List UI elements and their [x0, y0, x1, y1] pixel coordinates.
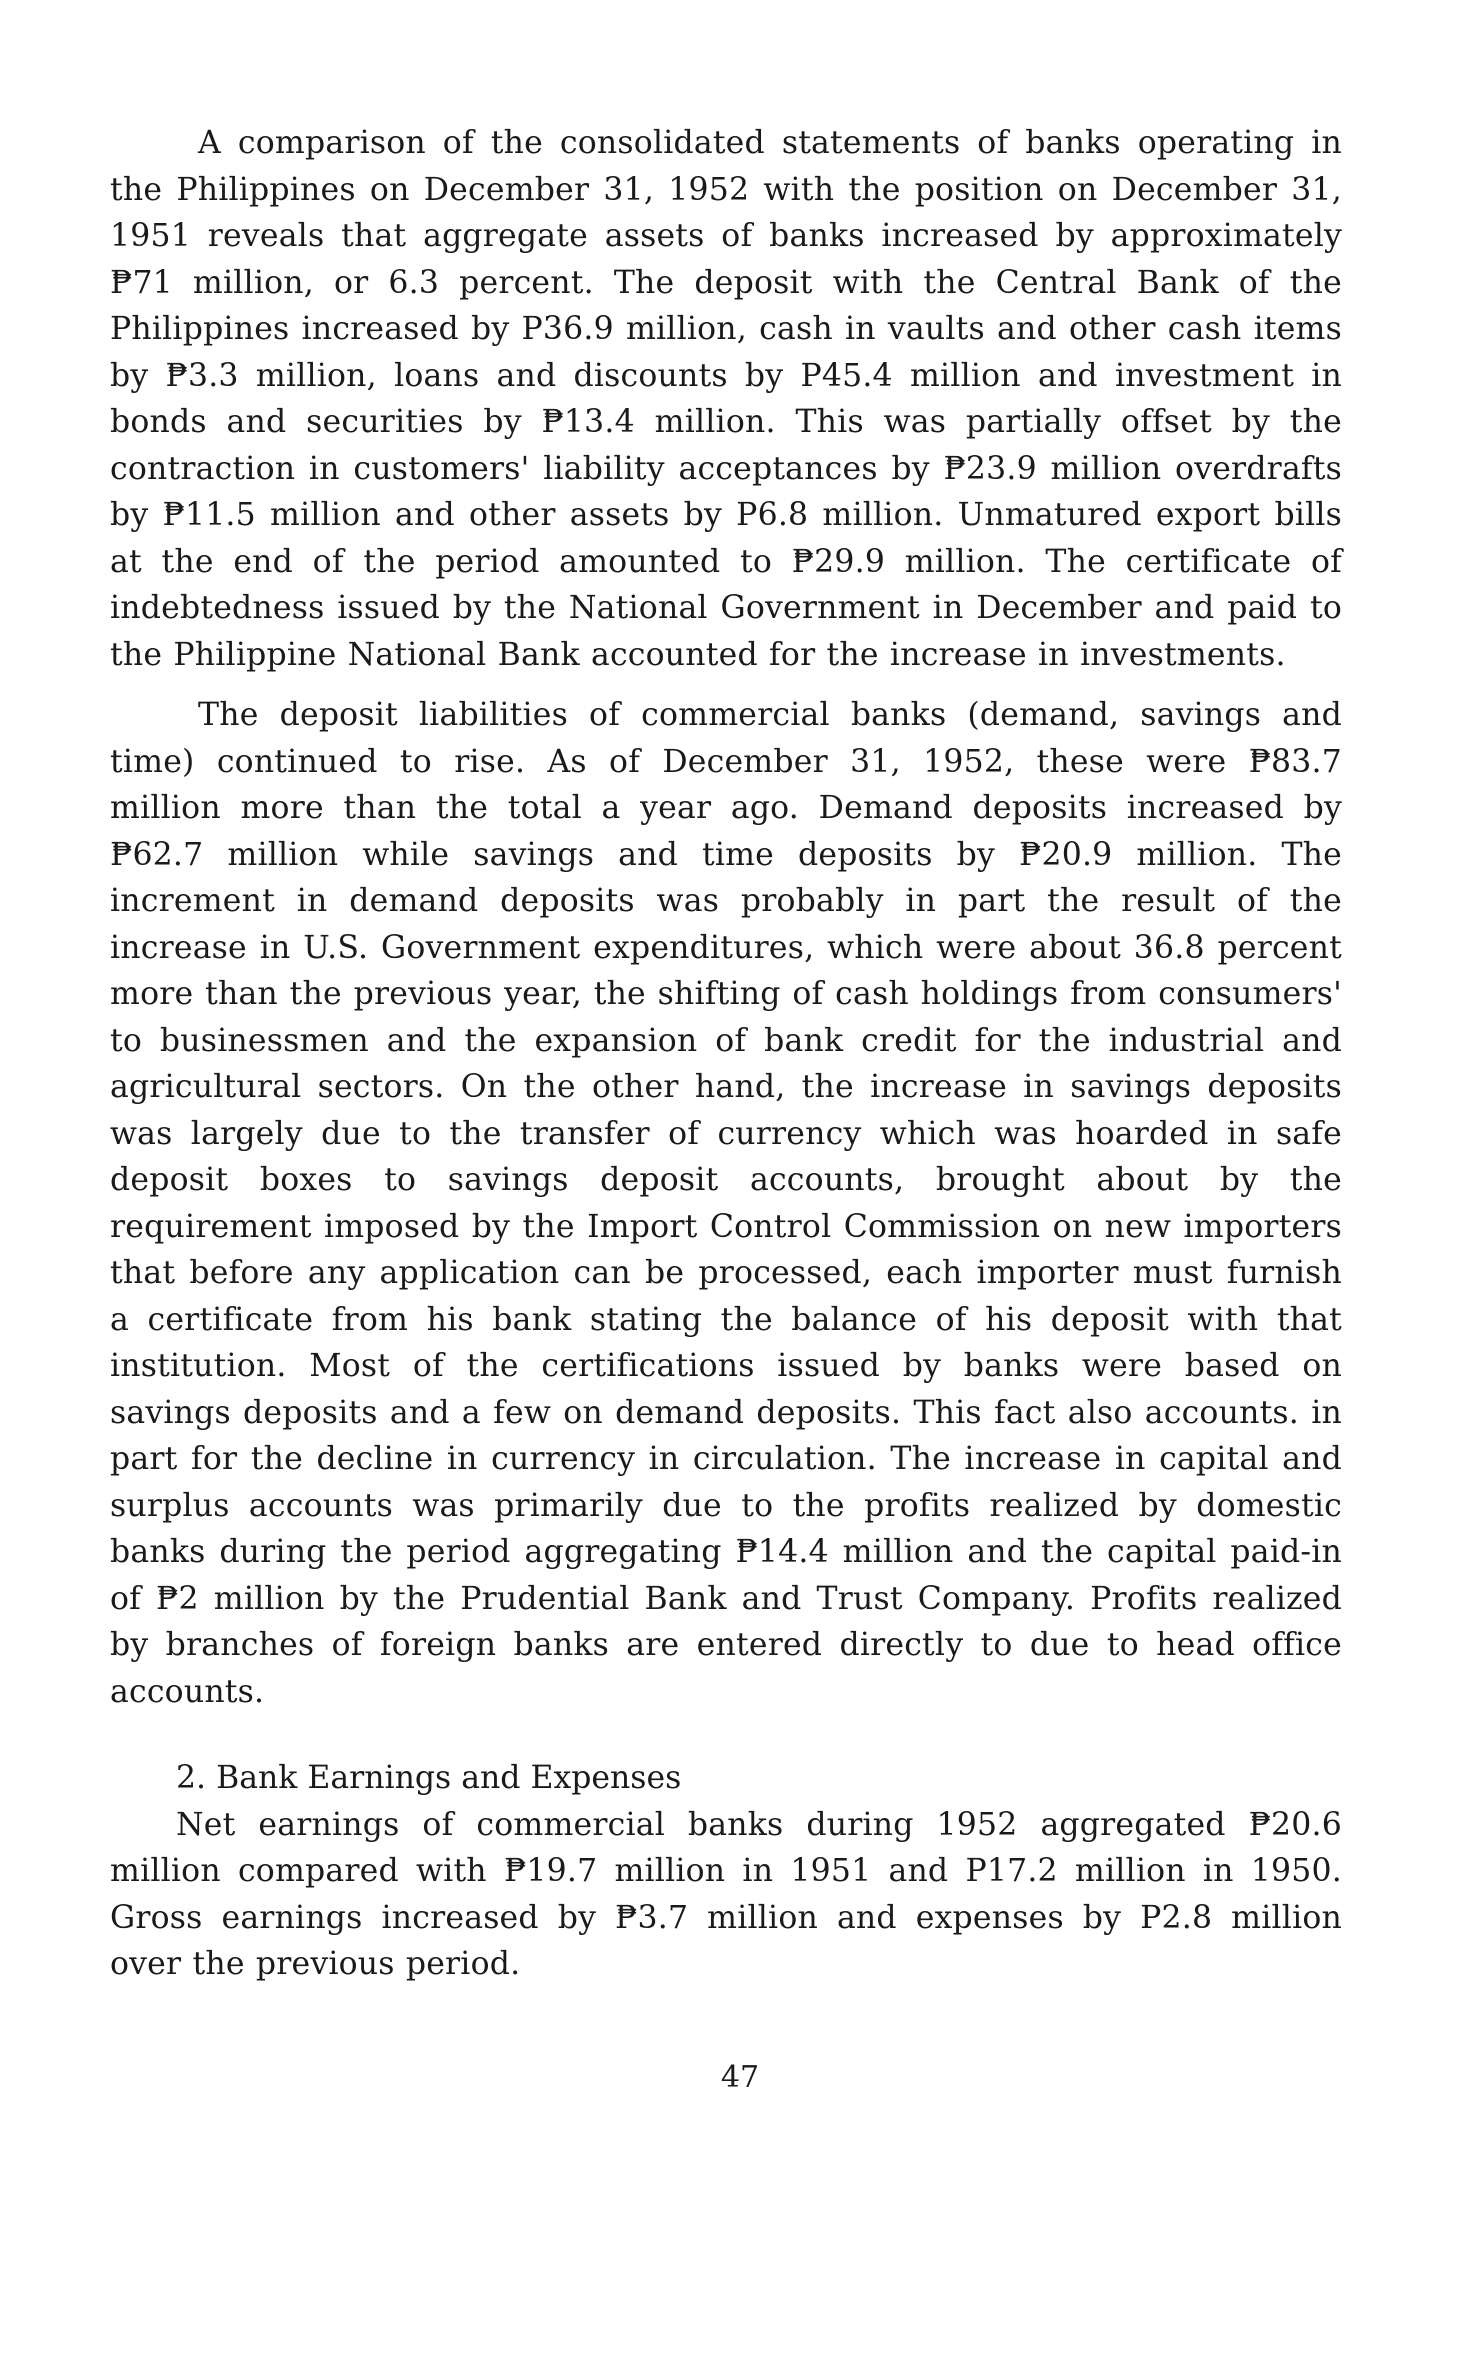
paragraph-net-earnings: Net earnings of commercial banks during 1952 aggregated ₱20.6 million compared with ₱19.7 million in 1951 and P17.2 million in 1950. Gross earnings increased by ₱3.7 million and expenses by P2.8 million over the previous period.: [110, 1806, 1342, 1982]
paragraph-consolidated-statements: A comparison of the consolidated statements of banks operating in the Philippines on December 31, 1952 with the position on December 31, 1951 reveals that aggregate assets of banks increased by approximately ₱71 million, or 6.3 percent. The deposit with the Central Bank of the Philippines increased by P36.9 million, cash in vaults and other cash items by ₱3.3 million, loans and discounts by P45.4 million and investment in bonds and securities by ₱13.4 million. This was partially offset by the contraction in customers' liability acceptances by ₱23.9 million overdrafts by ₱11.5 million and other assets by P6.8 million. Unmatured export bills at the end of the period amounted to ₱29.9 million. The certificate of indebtedness issued by the National Government in December and paid to the Philippine National Bank accounted for the increase in investments.: [110, 125, 1342, 673]
page-body: [110, 120, 1342, 1988]
page-number: 47: [720, 2060, 760, 2095]
section-heading: 2. Bank Earnings and Expenses: [176, 1760, 682, 1796]
paragraph-deposit-liabilities: The deposit liabilities of commercial banks (demand, savings and time) continued to rise. As of December 31, 1952, these were ₱83.7 million more than the total a year ago. Demand deposits increased by ₱62.7 million while savings and time deposits by ₱20.9 million. The increment in demand deposits was probably in part the result of the increase in U.S. Government expenditures, which were about 36.8 percent more than the previous year, the shifting of cash holdings from consumers' to businessmen and the expansion of bank credit for the industrial and agricultural sectors. On the other hand, the increase in savings deposits was largely due to the transfer of currency which was hoarded in safe deposit boxes to savings deposit accounts, brought about by the requirement imposed by the Import Control Commission on new importers that before any application can be processed, each importer must furnish a certificate from his bank stating the balance of his deposit with that institution. Most of the certifications issued by banks were based on savings deposits and a few on demand deposits. This fact also accounts. in part for the decline in currency in circulation. The increase in capital and surplus accounts was primarily due to the profits realized by domestic banks during the period aggregating ₱14.4 million and the capital paid-in of ₱2 million by the Prudential Bank and Trust Company. Profits realized by branches of foreign banks are entered directly to due to head office accounts.: [110, 697, 1342, 1710]
